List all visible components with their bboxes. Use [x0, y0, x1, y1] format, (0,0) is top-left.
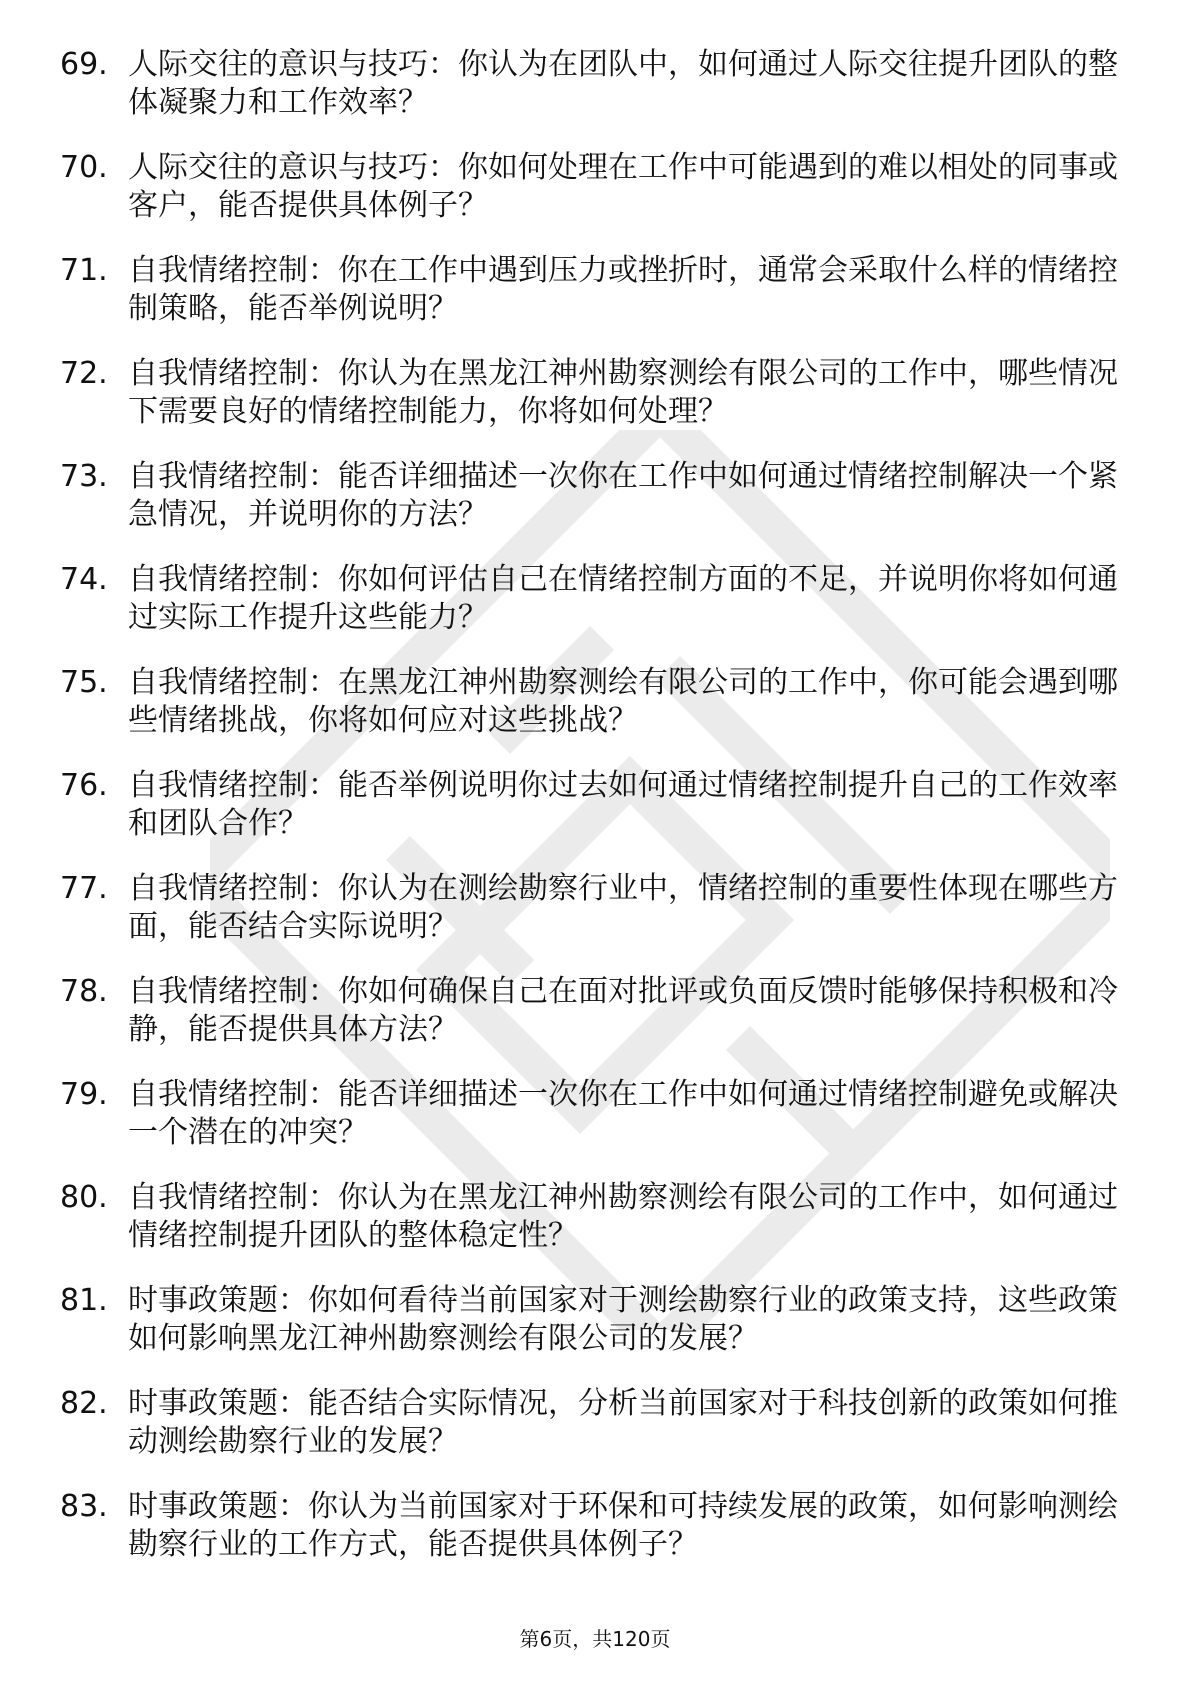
question-text: 自我情绪控制：你如何评估自己在情绪控制方面的不足，并说明你将如何通过实际工作提升这些能力？	[128, 562, 1118, 635]
question-number: 75.	[60, 665, 108, 700]
question-item	[60, 1076, 1130, 1179]
page-footer: 第6页，共120页	[519, 1627, 671, 1651]
question-text: 时事政策题：能否结合实际情况，分析当前国家对于科技创新的政策如何推动测绘勘察行业的发展？	[128, 1386, 1118, 1459]
question-item	[60, 1385, 1130, 1488]
question-number: 74.	[60, 562, 108, 597]
question-number: 78.	[60, 974, 108, 1009]
question-number: 73.	[60, 459, 108, 494]
question-item	[60, 252, 1130, 355]
question-item	[60, 767, 1130, 870]
question-number: 81.	[60, 1283, 108, 1318]
question-number: 80.	[60, 1180, 108, 1215]
question-text: 时事政策题：你如何看待当前国家对于测绘勘察行业的政策支持，这些政策如何影响黑龙江神州勘察测绘有限公司的发展？	[128, 1283, 1118, 1356]
question-item	[60, 1488, 1130, 1591]
question-item	[60, 46, 1130, 149]
question-item	[60, 561, 1130, 664]
question-list	[60, 46, 1130, 1591]
question-text: 自我情绪控制：你在工作中遇到压力或挫折时，通常会采取什么样的情绪控制策略，能否举例说明？	[128, 253, 1118, 326]
question-item	[60, 664, 1130, 767]
question-number: 76.	[60, 768, 108, 803]
question-text: 自我情绪控制：在黑龙江神州勘察测绘有限公司的工作中，你可能会遇到哪些情绪挑战，你将如何应对这些挑战？	[128, 665, 1118, 738]
question-number: 71.	[60, 253, 108, 288]
question-text: 自我情绪控制：能否举例说明你过去如何通过情绪控制提升自己的工作效率和团队合作？	[128, 768, 1118, 841]
question-number: 69.	[60, 47, 108, 82]
question-number: 70.	[60, 150, 108, 185]
question-number: 72.	[60, 356, 108, 391]
question-text: 自我情绪控制：你如何确保自己在面对批评或负面反馈时能够保持积极和冷静，能否提供具体方法？	[128, 974, 1118, 1047]
question-text: 自我情绪控制：能否详细描述一次你在工作中如何通过情绪控制解决一个紧急情况，并说明你的方法？	[128, 459, 1118, 532]
question-item	[60, 870, 1130, 973]
question-item	[60, 149, 1130, 252]
question-text: 自我情绪控制：你认为在黑龙江神州勘察测绘有限公司的工作中，如何通过情绪控制提升团队的整体稳定性？	[128, 1180, 1118, 1253]
question-item	[60, 973, 1130, 1076]
question-text: 时事政策题：你认为当前国家对于环保和可持续发展的政策，如何影响测绘勘察行业的工作方式，能否提供具体例子？	[128, 1489, 1118, 1562]
question-item	[60, 355, 1130, 458]
question-item	[60, 458, 1130, 561]
question-number: 79.	[60, 1077, 108, 1112]
question-text: 自我情绪控制：你认为在黑龙江神州勘察测绘有限公司的工作中，哪些情况下需要良好的情绪控制能力，你将如何处理？	[128, 356, 1118, 429]
question-text: 人际交往的意识与技巧：你如何处理在工作中可能遇到的难以相处的同事或客户，能否提供具体例子？	[128, 150, 1118, 223]
question-text: 自我情绪控制：能否详细描述一次你在工作中如何通过情绪控制避免或解决一个潜在的冲突？	[128, 1077, 1118, 1150]
question-number: 83.	[60, 1489, 108, 1524]
question-item	[60, 1282, 1130, 1385]
question-text: 自我情绪控制：你认为在测绘勘察行业中，情绪控制的重要性体现在哪些方面，能否结合实际说明？	[128, 871, 1118, 944]
question-text: 人际交往的意识与技巧：你认为在团队中，如何通过人际交往提升团队的整体凝聚力和工作效率？	[128, 47, 1118, 120]
question-number: 82.	[60, 1386, 108, 1421]
question-number: 77.	[60, 871, 108, 906]
question-item	[60, 1179, 1130, 1282]
